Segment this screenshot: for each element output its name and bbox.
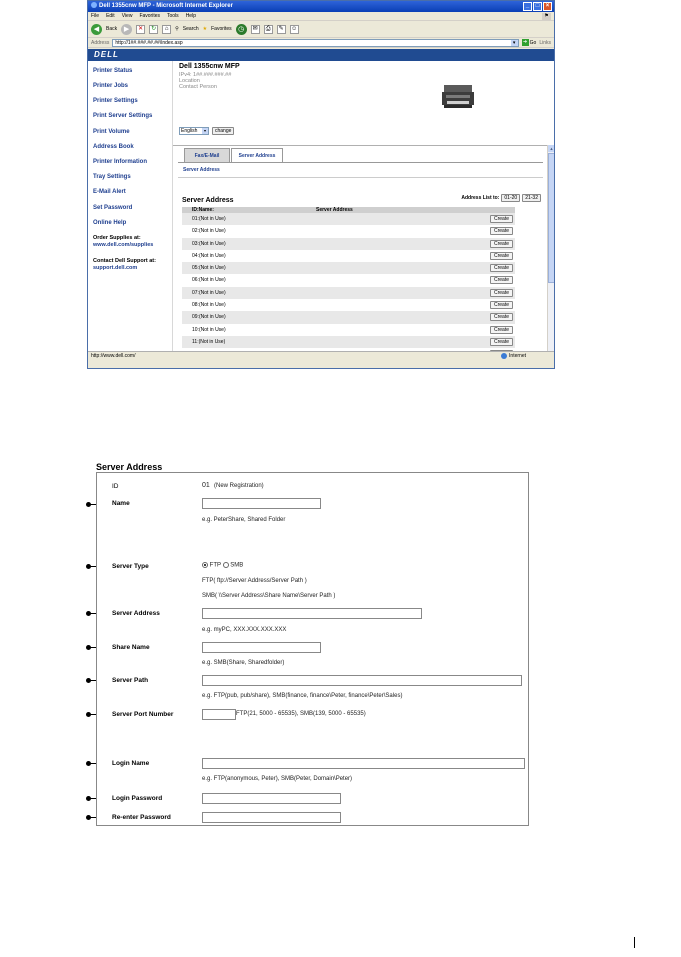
order-supplies-title: Order Supplies at: [93,235,141,241]
ftp-radio[interactable] [202,562,208,568]
ie-icon [91,2,97,8]
address-bar [88,38,554,48]
back-label[interactable]: Back [106,26,118,32]
server-type-label: Server Type [112,563,149,570]
server-path-input[interactable] [202,675,522,686]
table-row [182,274,515,286]
tab-fax-email[interactable]: Fax/E-Mail [184,148,230,162]
back-arrow-icon[interactable]: ◀ [91,24,102,35]
printer-image [441,83,475,109]
change-language-button[interactable]: change [212,127,234,135]
language-value: English [181,128,198,134]
forward-arrow-icon[interactable]: ▶ [121,24,132,35]
share-name-input[interactable] [202,642,321,653]
order-supplies-link[interactable]: www.dell.com/supplies [93,242,154,248]
contact-support-title: Contact Dell Support at: [93,258,156,264]
page-footer-rule [634,937,635,948]
contact-support-block [93,258,165,272]
stop-icon[interactable]: ✕ [138,25,144,32]
row-id-name: 06:(Not in Use) [192,277,226,284]
login-name-hint: e.g. FTP(anonymous, Peter), SMB(Peter, Domain\Peter) [202,776,353,782]
printer-model: Dell 1355cnw MFP [179,63,240,70]
main-content [173,145,547,360]
table-row [182,238,515,250]
create-button[interactable]: Create [490,326,513,334]
column-server-address: Server Address [316,207,353,213]
create-button[interactable]: Create [490,240,513,248]
messenger-icon[interactable]: ☺ [291,25,298,32]
nav-tray-settings[interactable]: Tray Settings [93,174,131,180]
server-port-hint: FTP(21, 5000 - 65535), SMB(139, 5000 - 65535) [236,711,366,717]
maximize-button[interactable]: □ [533,2,542,11]
nav-email-alert[interactable]: E-Mail Alert [93,189,126,195]
status-bar [88,351,554,360]
search-icon[interactable]: ⚲ [175,26,179,32]
smb-format-text: SMB( \\Server Address\Share Name\Server Path ) [202,593,336,599]
table-row [182,262,515,274]
mail-icon[interactable]: ✉ [252,25,258,32]
address-range-selector [461,194,541,202]
table-row [182,336,515,348]
row-id-name: 04:(Not in Use) [192,252,226,259]
row-id-name: 08:(Not in Use) [192,302,226,309]
reenter-password-label: Re-enter Password [112,814,171,821]
server-address-label: Server Address [112,610,160,617]
order-supplies-block [93,235,153,249]
language-row [179,127,234,135]
web-page [88,49,554,360]
name-input[interactable] [202,498,321,509]
name-hint: e.g. PeterShare, Shared Folder [202,517,286,523]
row-id-name: 02:(Not in Use) [192,228,226,235]
address-value: http://1##.###.##.##/index.asp [115,39,183,46]
go-label: Go [529,39,537,46]
links-label[interactable]: Links [539,39,551,46]
address-list-label: Address List to: [461,195,500,201]
language-dropdown-icon: ▾ [203,128,206,133]
status-url: http://www.dell.com/ [91,353,136,359]
tab-server-address[interactable]: Server Address [231,148,283,162]
table-row [182,250,515,262]
server-port-label: Server Port Number [112,711,174,718]
nav-set-password[interactable]: Set Password [93,205,133,211]
server-address-form [96,472,529,826]
browser-window [87,0,555,369]
browser-toolbar [88,21,554,38]
nav-print-volume[interactable]: Print Volume [93,129,130,135]
smb-radio[interactable] [223,562,229,568]
refresh-icon[interactable]: ↻ [151,25,157,32]
scroll-up-icon[interactable]: ▲ [549,146,554,151]
server-type-options [202,562,243,569]
menu-help[interactable]: Help [185,13,196,19]
printer-location: Location [179,78,200,84]
nav-printer-settings[interactable]: Printer Settings [93,98,138,104]
printer-header [173,61,554,146]
close-button[interactable]: × [543,2,552,11]
login-password-input[interactable] [202,793,341,804]
server-address-sublink[interactable]: Server Address [183,167,220,173]
create-button[interactable]: Create [490,276,513,284]
edit-icon[interactable]: ✎ [278,25,284,32]
nav-online-help[interactable]: Online Help [93,220,127,226]
create-button[interactable]: Create [490,338,513,346]
address-label: Address [91,39,110,46]
security-zone [501,352,526,360]
menu-view[interactable]: View [121,13,133,19]
windows-flag-icon: ⚑ [542,13,551,20]
range-button-01-20[interactable]: 01-20 [501,194,520,202]
language-select[interactable] [179,127,209,135]
history-icon[interactable]: ◷ [236,24,247,35]
row-id-name: 03:(Not in Use) [192,240,226,247]
row-id-name: 01:(Not in Use) [192,216,226,222]
column-id-name: ID:Name: [192,207,214,213]
menu-edit[interactable]: Edit [106,13,115,19]
create-button[interactable]: Create [490,252,513,260]
server-path-label: Server Path [112,677,149,684]
window-title: Dell 1355cnw MFP - Microsoft Internet Explorer [99,3,233,9]
address-input[interactable] [112,39,518,47]
globe-icon [501,353,507,359]
row-id-name: 09:(Not in Use) [192,314,226,321]
id-label: ID [112,483,119,490]
nav-address-book[interactable]: Address Book [93,144,134,150]
table-row [182,324,515,336]
table-row [182,213,515,225]
id-value: 01 [202,482,210,489]
create-button[interactable]: Create [490,264,513,272]
reenter-password-input[interactable] [202,812,341,823]
create-button[interactable]: Create [490,301,513,309]
nav-print-server-settings[interactable]: Print Server Settings [93,113,153,119]
go-button[interactable] [522,39,537,46]
ftp-format-text: FTP( ftp://Server Address/Server Path ) [202,578,307,584]
server-path-hint: e.g. FTP(pub, pub/share), SMB(finance, finance\Peter, finance\Peter\Sales) [202,693,403,699]
ftp-radio-label: FTP [209,562,221,569]
favorites-label[interactable]: Favorites [211,26,232,32]
left-navigation [88,61,173,360]
dell-banner [88,49,554,61]
name-label: Name [112,500,130,507]
smb-radio-label: SMB [230,562,244,569]
address-dropdown-icon[interactable]: ▾ [511,40,518,46]
server-address-list-title: Server Address [182,197,234,204]
server-port-input[interactable] [202,709,236,720]
row-id-name: 11:(Not in Use) [192,338,226,345]
window-titlebar [88,1,554,12]
table-row [182,299,515,311]
page-scrollbar[interactable] [547,145,554,360]
table-row [182,311,515,323]
create-button[interactable]: Create [490,289,513,297]
row-id-name: 05:(Not in Use) [192,265,226,272]
printer-contact: Contact Person [179,84,217,90]
id-note: (New Registration) [214,483,264,489]
nav-printer-information[interactable]: Printer Information [93,159,148,165]
share-name-label: Share Name [112,644,150,651]
detail-page-title: Server Address [96,462,163,472]
table-row [182,225,515,237]
go-arrow-icon: ➜ [523,39,528,45]
tab-divider [178,162,543,163]
table-body [182,213,515,361]
server-address-input[interactable] [202,608,422,619]
share-name-hint: e.g. SMB(Share, Sharedfolder) [202,660,285,666]
menu-tools[interactable]: Tools [167,13,179,19]
range-button-21-32[interactable]: 21-32 [522,194,541,202]
server-address-hint: e.g. myPC, XXX.XXX.XXX.XXX [202,627,287,633]
sub-divider [178,177,543,178]
minimize-button[interactable]: _ [523,2,532,11]
menu-bar [88,12,554,21]
nav-printer-jobs[interactable]: Printer Jobs [93,83,129,89]
home-icon[interactable]: ⌂ [162,25,171,34]
scroll-thumb[interactable] [548,153,555,283]
table-row [182,287,515,299]
zone-label: Internet [509,353,526,359]
dell-logo: DELL [94,50,119,59]
row-id-name: 10:(Not in Use) [192,326,226,333]
create-button[interactable]: Create [490,313,513,321]
contact-support-link[interactable]: support.dell.com [93,265,138,271]
login-name-input[interactable] [202,758,525,769]
create-button[interactable]: Create [490,215,513,223]
print-icon[interactable]: ⎙ [264,25,273,34]
menu-favorites[interactable]: Favorites [139,13,160,19]
favorites-star-icon[interactable]: ★ [202,26,208,32]
menu-file[interactable]: File [91,13,100,19]
nav-printer-status[interactable]: Printer Status [93,68,133,74]
search-label[interactable]: Search [182,26,199,32]
login-password-label: Login Password [112,795,163,802]
row-id-name: 07:(Not in Use) [192,289,226,296]
server-address-table [182,207,515,361]
login-name-label: Login Name [112,760,150,767]
printer-ipv4: IPv4: 1##.###.###.## [179,72,232,78]
create-button[interactable]: Create [490,227,513,235]
